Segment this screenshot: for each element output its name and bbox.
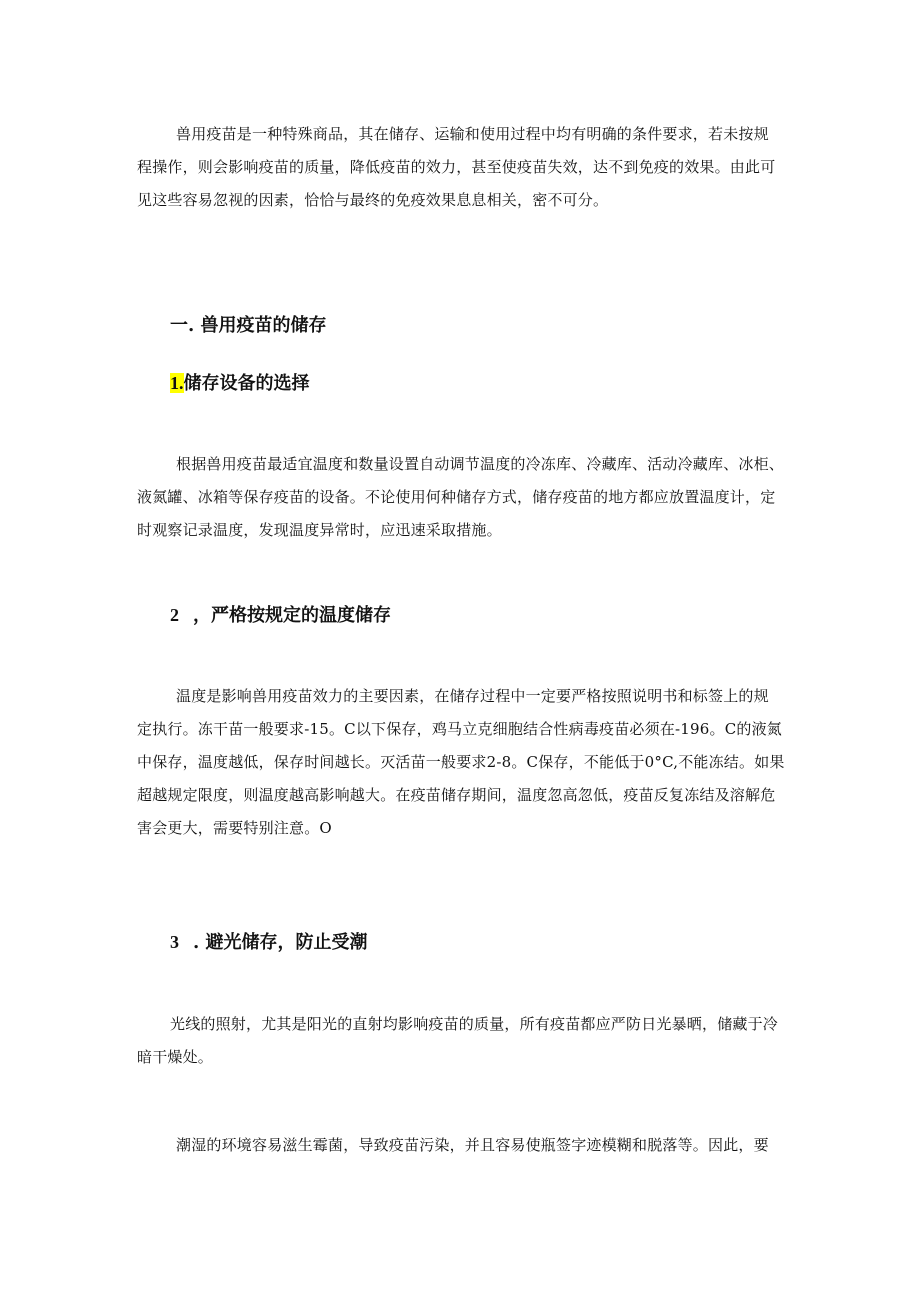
item1-title: 储存设备的选择: [183, 373, 310, 394]
item2-line: 超越规定限度，则温度越高影响越大。在疫苗储存期间，温度忽高忽低，疫苗反复冻结及溶解危: [137, 786, 776, 804]
intro-line: 见这些容易忽视的因素，恰恰与最终的免疫效果息息相关，密不可分。: [137, 191, 609, 209]
item3-heading: [170, 930, 368, 955]
item2-line: 中保存，温度越低，保存时间越长。灭活苗一般要求2-8。C保存，不能低于0°C,不能冻结。如果: [137, 753, 785, 771]
item2-line: 定执行。冻干苗一般要求-15。C以下保存，鸡马立克细胞结合性病毒疫苗必须在-196。C的液氮: [137, 720, 783, 738]
item1-line: 液氮罐、冰箱等保存疫苗的设备。不论使用何种储存方式，储存疫苗的地方都应放置温度计，定: [137, 488, 776, 506]
item3-title: . 避光储存，防止受潮: [193, 932, 368, 953]
item3-line: 光线的照射，尤其是阳光的直射均影响疫苗的质量，所有疫苗都应严防日光暴晒，储藏于冷: [170, 1015, 779, 1033]
item1-line: 根据兽用疫苗最适宜温度和数量设置自动调节温度的冷冻库、冷藏库、活动冷藏库、冰柜、: [176, 455, 785, 473]
item2-number: 2: [170, 605, 179, 625]
item1-paragraph: [137, 448, 787, 547]
intro-line: 程操作，则会影响疫苗的质量，降低疫苗的效力，甚至使疫苗失效，达不到免疫的效果。由此可: [137, 158, 776, 176]
item3-line: 暗干燥处。: [137, 1048, 214, 1066]
item3-line: 潮湿的环境容易滋生霉菌，导致疫苗污染，并且容易使瓶签字迹模糊和脱落等。因此，要: [176, 1136, 769, 1154]
item1-number: 1.: [170, 373, 184, 393]
item1-heading: [170, 371, 310, 396]
item3-number: 3: [170, 932, 179, 952]
item2-heading: [170, 603, 391, 628]
item1-line: 时观察记录温度，发现温度异常时，应迅速采取措施。: [137, 521, 502, 539]
section-heading: 一. 兽用疫苗的储存: [170, 315, 327, 336]
item2-paragraph: [137, 680, 787, 845]
item2-line: 温度是影响兽用疫苗效力的主要因素，在储存过程中一定要严格按照说明书和标签上的规: [176, 687, 769, 705]
item3-paragraph-light: [137, 1008, 787, 1074]
item2-line: 害会更大，需要特别注意。O: [137, 819, 332, 837]
item2-title: ，严格按规定的温度储存: [193, 605, 391, 626]
item3-paragraph-moisture: [137, 1129, 787, 1162]
intro-line: 兽用疫苗是一种特殊商品，其在储存、运输和使用过程中均有明确的条件要求，若未按规: [176, 125, 769, 143]
intro-paragraph: [137, 118, 787, 217]
